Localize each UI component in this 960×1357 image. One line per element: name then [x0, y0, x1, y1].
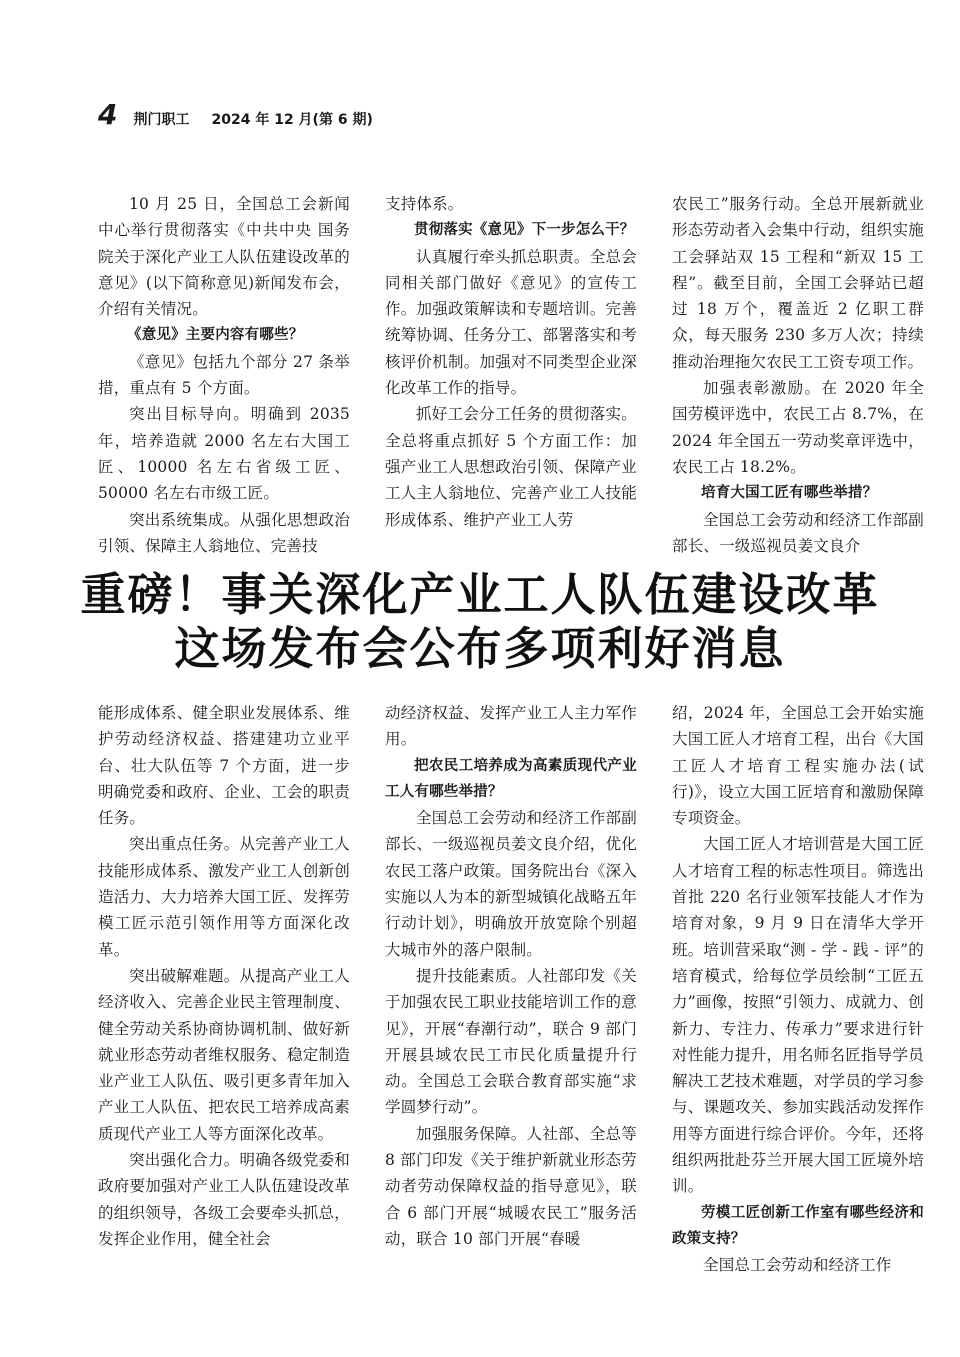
article-column-2-bottom	[385, 700, 637, 1252]
paragraph: 全国总工会劳动和经济工作部副部长、一级巡视员姜文良介	[672, 510, 924, 555]
paragraph: 大国工匠人才培训营是大国工匠人才培育工程的标志性项目。筛选出首批 220 名行业领军技能人才作为培育对象，9 月 9 日在清华大学开班。培训营采取“测 - 学 - 践 - 评”的培育模式，给每位学员绘制“工匠五力”画像，按照“引领力、成就力、创新力、专注力、传承力”要求进行针对性能力提升，用名师名匠指导学员解决工艺技术难题，对学员的学习参与、课题攻关、参加实践活动发挥作用等方面进行综合评价。今年，还将组织两批赴芬兰开展大国工匠境外培训。	[672, 835, 924, 1196]
paragraph: 绍，2024 年，全国总工会开始实施大国工匠人才培育工程，出台《大国工匠人才培育工程实施办法(试行)》，设立大国工匠培育和激励保障专项资金。	[672, 704, 924, 828]
paragraph: 支持体系。	[385, 195, 464, 213]
headline-line-2: 这场发布会公布多项利好消息	[174, 622, 786, 675]
paragraph: 农民工”服务行动。全总开展新就业形态劳动者入会集中行动，组织实施工会驿站双 15 工程和“新双 15 工程”。截至目前，全国工会驿站已超过 18 万个，覆盖近 2 亿职工群众，每天服务 230 多万人次；持续推动治理拖欠农民工工资专项工作。	[672, 195, 924, 371]
paragraph: 加强表彰激励。在 2020 年全国劳模评选中，农民工占 8.7%，在 2024 年全国五一劳动奖章评选中，农民工占 18.2%。	[672, 379, 924, 476]
subheading: 把农民工培养成为高素质现代产业工人有哪些举措？	[385, 757, 637, 800]
paragraph: 能形成体系、健全职业发展体系、维护劳动经济权益、搭建建功立业平台、壮大队伍等 7 个方面，进一步明确党委和政府、企业、工会的职责任务。	[98, 704, 350, 828]
paragraph: 突出重点任务。从完善产业工人技能形成体系、激发产业工人创新创造活力、大力培养大国工匠、发挥劳模工匠示范引领作用等方面深化改革。	[98, 835, 350, 959]
paragraph: 认真履行牵头抓总职责。全总会同相关部门做好《意见》的宣传工作。加强政策解读和专题培训。完善统筹协调、任务分工、部署落实和考核评价机制。加强对不同类型企业深化改革工作的指导。	[385, 247, 637, 398]
headline-line-1: 重磅！事关深化产业工人队伍建设改革	[80, 568, 880, 621]
subheading: 劳模工匠创新工作室有哪些经济和政策支持？	[672, 1204, 924, 1247]
page-header	[98, 98, 878, 132]
paragraph: 加强服务保障。人社部、全总等 8 部门印发《关于维护新就业形态劳动者劳动保障权益的指导意见》，联合 6 部门开展“城暖农民工”服务活动，联合 10 部门开展“春暖	[385, 1124, 637, 1248]
paragraph: 动经济权益、发挥产业工人主力军作用。	[385, 704, 637, 749]
article-headline	[60, 568, 900, 676]
subheading: 贯彻落实《意见》下一步怎么干？	[414, 222, 635, 239]
paragraph: 突出破解难题。从提高产业工人经济收入、完善企业民主管理制度、健全劳动关系协商协调机制、做好新就业形态劳动者维权服务、稳定制造业产业工人队伍、吸引更多青年加入产业工人队伍、把农民工培养成高素质现代产业工人等方面深化改革。	[98, 966, 350, 1143]
paragraph: 全国总工会劳动和经济工作	[703, 1256, 892, 1275]
paragraph: 突出目标导向。明确到 2035 年，培养造就 2000 名左右大国工匠、10000 名左右省级工匠、50000 名左右市级工匠。	[98, 405, 350, 503]
paragraph: 提升技能素质。人社部印发《关于加强农民工职业技能培训工作的意见》，开展“春潮行动”，联合 9 部门开展县域农民工市民化质量提升行动。全国总工会联合教育部实施“求学圆梦行动”。	[385, 966, 637, 1117]
article-column-3-top	[672, 191, 924, 559]
article-column-1-top	[98, 191, 350, 559]
page-number: 4	[98, 98, 118, 131]
paragraph: 《意见》包括九个部分 27 条举措，重点有 5 个方面。	[98, 352, 350, 398]
paragraph: 突出系统集成。从强化思想政治引领、保障主人翁地位、完善技	[98, 510, 350, 555]
issue-date: 2024 年 12 月(第 6 期)	[211, 112, 373, 128]
subheading: 《意见》主要内容有哪些？	[127, 327, 304, 344]
article-column-1-bottom	[98, 700, 350, 1252]
paragraph: 突出强化合力。明确各级党委和政府要加强对产业工人队伍建设改革的组织领导，各级工会要牵头抓总，发挥企业作用，健全社会	[98, 1151, 350, 1248]
article-column-2-top	[385, 191, 637, 533]
paragraph: 全国总工会劳动和经济工作部副部长、一级巡视员姜文良介绍，优化农民工落户政策。国务院出台《深入实施以人为本的新型城镇化战略五年行动计划》，明确放开放宽除个别超大城市外的落户限制。	[385, 809, 637, 959]
subheading: 培育大国工匠有哪些举措？	[701, 485, 878, 502]
publication-name: 荆门职工	[133, 112, 190, 128]
paragraph: 10 月 25 日，全国总工会新闻中心举行贯彻落实《中共中央 国务院关于深化产业工人队伍建设改革的意见》(以下简称意见)新闻发布会，介绍有关情况。	[98, 195, 350, 319]
paragraph: 抓好工会分工任务的贯彻落实。全总将重点抓好 5 个方面工作：加强产业工人思想政治引领、保障产业工人主人翁地位、完善产业工人技能形成体系、维护产业工人劳	[385, 405, 637, 529]
article-column-3-bottom	[672, 700, 924, 1279]
